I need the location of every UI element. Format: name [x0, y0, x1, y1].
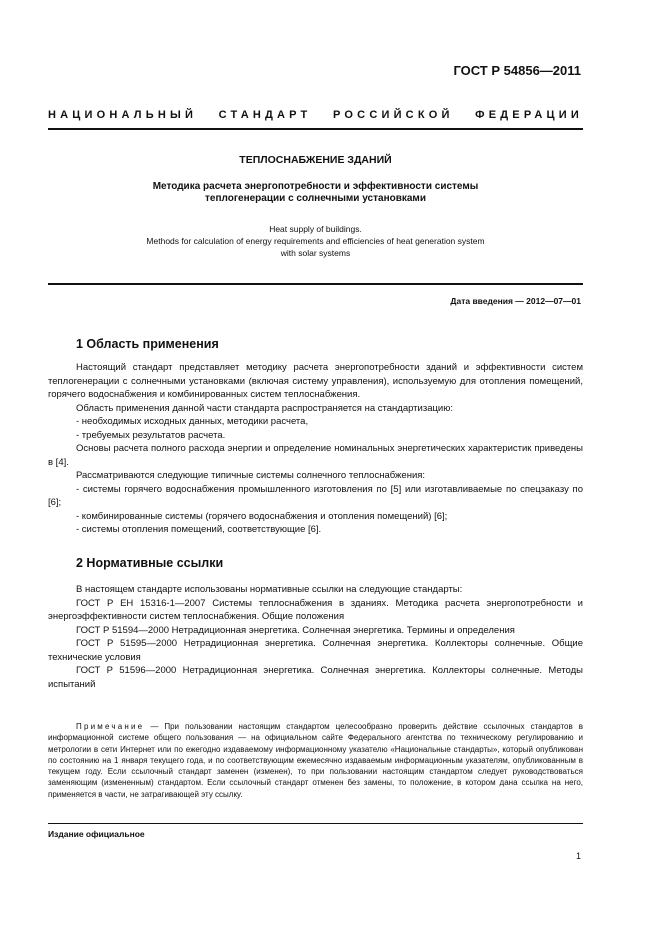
- paragraph: Основы расчета полного расхода энергии и определение номинальных энергетических характеристик приведены в [4].: [48, 443, 583, 468]
- english-title-line-2: Methods for calculation of energy requirements and efficiencies of heat generation system: [146, 236, 485, 246]
- list-item: - системы горячего водоснабжения промышленного изготовления по [5] или изготавливаемые по спецзаказу по [6];: [48, 483, 583, 508]
- list-item: - требуемых результатов расчета.: [76, 429, 226, 441]
- paragraph: Рассматриваются следующие типичные системы солнечного теплоснабжения:: [76, 470, 426, 481]
- english-title-line-1: Heat supply of buildings.: [269, 224, 362, 234]
- document-title: ТЕПЛОСНАБЖЕНИЕ ЗДАНИЙ: [239, 154, 392, 166]
- paragraph: В настоящем стандарте использованы нормативные ссылки на следующие стандарты:: [76, 584, 463, 595]
- note: [48, 721, 583, 800]
- subtitle-line-1: Методика расчета энергопотребности и эффективности системы: [152, 181, 479, 192]
- paragraph: Настоящий стандарт представляет методику расчета энергопотребности зданий и эффективности систем теплогенерации с солнечными установками (включая систему управления), используемую для отопления помещений, горячего водоснабжения и комбинированных систем теплоснабжения.: [48, 362, 583, 400]
- national-standard-banner: НАЦИОНАЛЬНЫЙ СТАНДАРТ РОССИЙСКОЙ ФЕДЕРАЦИИ: [48, 109, 583, 121]
- normative-reference: ГОСТ Р 51595—2000 Нетрадиционная энергетика. Солнечная энергетика. Коллекторы солнечные. Общие технические условия: [48, 638, 583, 663]
- section-2-body: [48, 583, 583, 691]
- list-item: - необходимых исходных данных, методики расчета,: [76, 416, 309, 427]
- list-item: - комбинированные системы (горячего водоснабжения и отопления помещений) [6];: [76, 510, 448, 522]
- section-2-heading: 2 Нормативные ссылки: [76, 556, 224, 570]
- footer-rule: [48, 823, 583, 824]
- subtitle-line-2: теплогенерации с солнечными установками: [205, 193, 426, 204]
- english-title-line-3: with solar systems: [280, 248, 351, 258]
- normative-reference: ГОСТ Р 51596—2000 Нетрадиционная энергетика. Солнечная энергетика. Коллекторы солнечные. Методы испытаний: [48, 665, 583, 690]
- introduction-date: Дата введения — 2012—07—01: [450, 296, 581, 306]
- document-subtitle: [48, 181, 583, 205]
- section-1-heading: 1 Область применения: [76, 337, 219, 351]
- document-code: ГОСТ Р 54856—2011: [453, 63, 581, 78]
- paragraph: Область применения данной части стандарта распространяется на стандартизацию:: [76, 402, 453, 414]
- list-item: - системы отопления помещений, соответствующие [6].: [76, 524, 322, 535]
- section-1-body: [48, 361, 583, 537]
- english-title: [48, 223, 583, 259]
- page-number: 1: [575, 851, 581, 861]
- edition-label: Издание официальное: [48, 829, 145, 839]
- normative-reference: ГОСТ Р ЕН 15316-1—2007 Системы теплоснабжения в зданиях. Методика расчета энергопотребности и энергоэффективности систем теплоснабжения. Общие положения: [48, 597, 583, 622]
- normative-reference: ГОСТ Р 51594—2000 Нетрадиционная энергетика. Солнечная энергетика. Термины и определения: [76, 624, 515, 636]
- note-text: — При пользовании настоящим стандартом целесообразно проверить действие ссылочных стандартов в информационной системе общего пользования — на официальном сайте Федерального агентства по техническому регулированию и метрологии в сети Интернет или по ежегодно издаваемому информационному указателю «Национальные стандарты», который опубликован по состоянию на 1 января текущего года, и по соответствующим ежемесячно издаваемым информационным указателям, опубликованным в текущем году. Если ссылочный стандарт заменен (изменен), то при пользовании настоящим стандартом следует руководствоваться заменяющим (измененным) стандартом. Если ссылочный стандарт отменен без замены, то положение, в котором дана ссылка на него, применяется в части, не затрагивающей эту ссылку.: [48, 722, 583, 799]
- title-rule: [48, 283, 583, 285]
- note-label: Примечание: [76, 722, 145, 731]
- header-rule: [48, 128, 583, 130]
